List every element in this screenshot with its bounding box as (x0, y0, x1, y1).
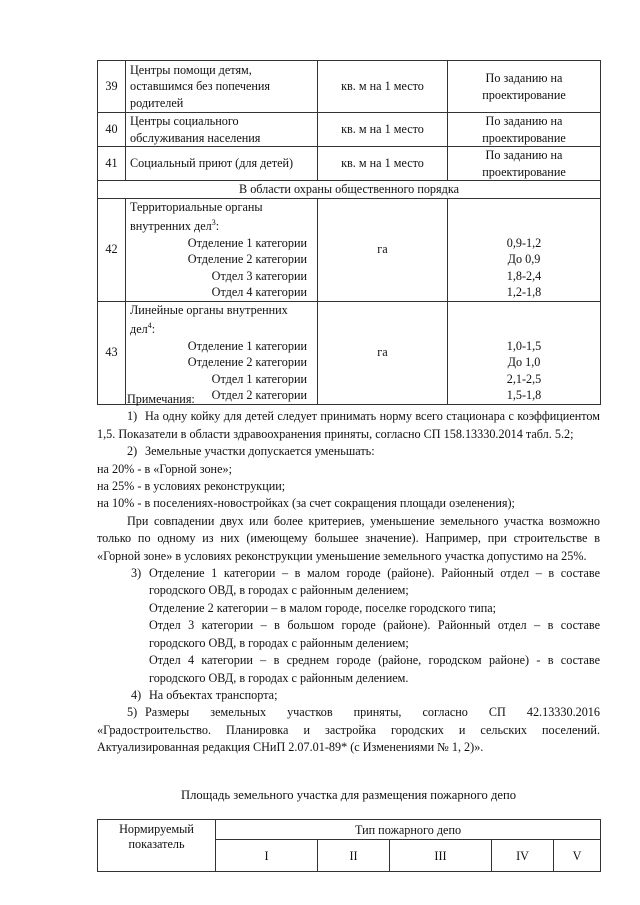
note-3-line: Отдел 4 категории – в среднем городе (районе, городском районе) - в составе городского ОВД, в городах с районным делением. (149, 653, 600, 685)
row-name: Центры социального обслуживания населения (126, 113, 318, 147)
row-number: 42 (98, 198, 126, 301)
table-row (98, 198, 601, 301)
table-row (98, 147, 601, 181)
section-title: В области охраны общественного порядка (98, 181, 601, 199)
table-row (98, 301, 601, 404)
category-label: Отдел 2 категории (211, 388, 307, 403)
row-value: 0,9-1,2 До 0,9 1,8-2,4 1,2-1,8 (448, 198, 601, 301)
row-number: 41 (98, 147, 126, 181)
note-number: 3) (131, 566, 142, 581)
row-name: Линейные органы внутренних дел$^4$: Отделение 1 категории Отделение 2 категории Отдел 1 категории Отдел 2 категории (126, 301, 318, 404)
row-unit: га (318, 198, 448, 301)
row-name: Социальный приют (для детей) (126, 147, 318, 181)
note-2-line: на 25% - в условиях реконструкции; (97, 479, 286, 494)
note-4: 4) На объектах транспорта; (97, 687, 600, 704)
row-number: 43 (98, 301, 126, 404)
footnote-ref: 3 (211, 218, 216, 227)
row-unit: кв. м на 1 место (318, 147, 448, 181)
table-row (98, 61, 601, 113)
standards-table (97, 60, 601, 405)
note-5: 5) Размеры земельных участков приняты, согласно СП 42.13330.2016 «Градостроительство. Планировка и застройка городских и сельских поселений. Актуализированная редакция СНиП 2.07.01-89* (с Изменениями № 1, 2)». (97, 705, 600, 755)
note-2-paragraph: При совпадении двух или более критериев, уменьшение земельного участка возможно только по одному из них (имеющему большее значение). Например, при строительстве в «Горной зоне» в условиях реконструкции уменьшение земельного участка допустимо на 25%. (97, 513, 600, 563)
category-label: Отделение 1 категории (187, 338, 307, 353)
depot-type: V (554, 840, 601, 872)
depot-header-left: Нормируемый показатель (98, 820, 216, 872)
depot-header-group: Тип пожарного депо (216, 820, 601, 840)
category-label: Отделение 2 категории (187, 355, 307, 370)
note-2-line: на 20% - в «Горной зоне»; (97, 461, 232, 476)
row-number: 40 (98, 113, 126, 147)
depot-header-row (98, 820, 601, 840)
category-label: Отдел 4 категории (211, 285, 307, 300)
note-3-line: Отделение 2 категории – в малом городе, поселке городского типа; (149, 600, 497, 615)
depot-type: II (318, 840, 390, 872)
category-label: Отдел 1 категории (211, 371, 307, 386)
row-name: Территориальные органы внутренних дел$^3$: Отделение 1 категории Отделение 2 категории Отдел 3 категории Отдел 4 категории (126, 198, 318, 301)
depot-type: IV (492, 840, 554, 872)
section-row (98, 181, 601, 199)
row-number: 39 (98, 61, 126, 113)
note-number: 1) (127, 409, 138, 424)
depot-type: I (216, 840, 318, 872)
row-value: По заданию на проектирование (448, 61, 601, 113)
footnote-ref: 4 (147, 321, 152, 331)
note-number: 5) (127, 705, 138, 720)
row-unit: кв. м на 1 место (318, 113, 448, 147)
notes-heading: Примечания: (127, 392, 195, 406)
note-2-line: на 10% - в поселениях-новостройках (за счет сокращения площади озеленения); (97, 496, 515, 511)
row-unit: га (318, 301, 448, 404)
notes-section (97, 391, 600, 757)
row-value: По заданию на проектирование (448, 113, 601, 147)
note-1: 1) На одну койку для детей следует принимать норму всего стационара с коэффициентом 1,5. Показатели в области здравоохранения приняты, согласно СП 158.13330.2014 табл. 5.2; (97, 409, 600, 441)
depot-table (97, 819, 601, 872)
note-3-line: Отдел 3 категории – в большом городе (районе). Районный отдел – в составе городского ОВД, в городах с районным делением; (149, 618, 600, 650)
depot-type: III (390, 840, 492, 872)
row-unit: кв. м на 1 место (318, 61, 448, 113)
note-number: 4) (131, 687, 142, 702)
note-number: 2) (127, 444, 138, 459)
row-value: 1,0-1,5 До 1,0 2,1-2,5 1,5-1,8 (448, 301, 601, 404)
category-label: Отделение 2 категории (187, 252, 307, 267)
note-2: 2) Земельные участки допускается уменьшать: (97, 443, 600, 460)
category-label: Отдел 3 категории (211, 268, 307, 283)
note-3: 3) Отделение 1 категории – в малом городе (районе). Районный отдел – в составе городского ОВД, в городах с районным делением; (131, 566, 600, 598)
row-name: Центры помощи детям, оставшимся без попечения родителей (126, 61, 318, 113)
table-row (98, 113, 601, 147)
category-label: Отделение 1 категории (187, 235, 307, 250)
depot-table-title: Площадь земельного участка для размещения пожарного депо (181, 788, 516, 802)
row-value: По заданию на проектирование (448, 147, 601, 181)
